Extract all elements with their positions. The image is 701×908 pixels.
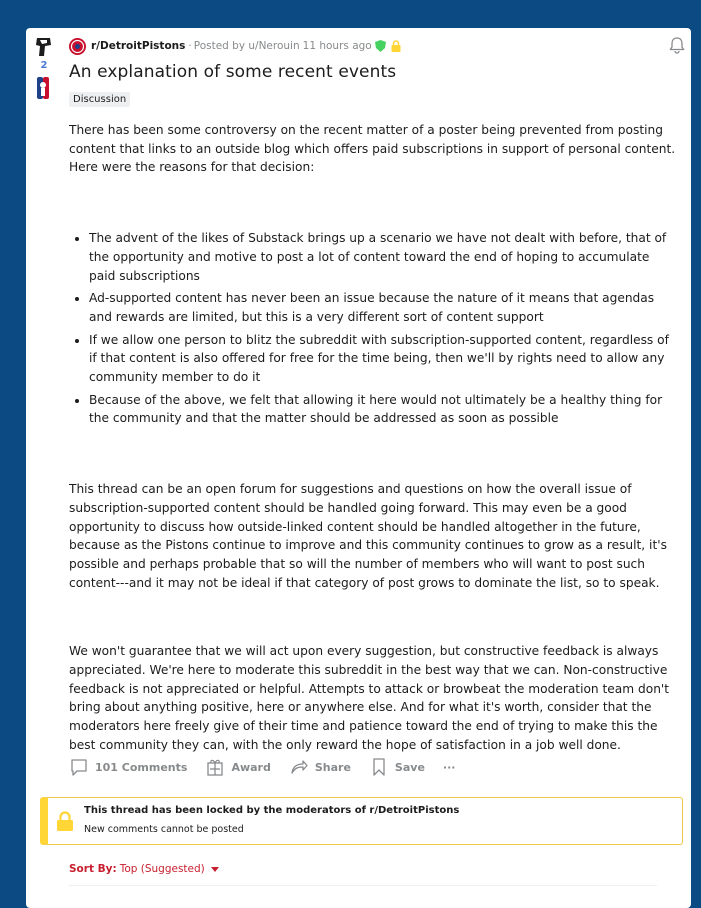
award-icon bbox=[205, 757, 225, 777]
share-button[interactable] bbox=[289, 757, 351, 777]
locked-banner-title: This thread has been locked by the moderators of r/DetroitPistons bbox=[84, 805, 460, 816]
caret-down-icon bbox=[211, 867, 219, 872]
notification-bell-icon[interactable] bbox=[667, 35, 687, 55]
share-icon bbox=[289, 757, 309, 777]
post-title[interactable]: An explanation of some recent events bbox=[69, 62, 397, 82]
more-options-button[interactable] bbox=[443, 761, 456, 774]
bullet-item: • The advent of the likes of Substack brings up a scenario we have not dealt with before, that of the opportunity and motive to post a lot of content toward the end of hoping to accumulate paid subscriptions bbox=[89, 229, 679, 285]
award-label: Award bbox=[231, 760, 271, 774]
body-paragraph: This thread can be an open forum for suggestions and questions on how the overall issue of subscription-supported content should be handled going forward. This may even be a good opportunity to discuss how outside-linked content should be handled altogether in the future, because as the Pistons continue to improve and this community continues to grow as a result, it's possible and perhaps probable that so will the number of members who will want to post such content---and it may not be ideal if that category of post grows to dominate the list, so to speak. bbox=[69, 482, 667, 590]
subreddit-link[interactable]: r/DetroitPistons bbox=[91, 40, 186, 52]
sort-value: Top (Suggested) bbox=[119, 863, 205, 875]
post-body bbox=[69, 121, 679, 755]
bullet-item: • If we allow one person to blitz the subreddit with subscription-supported content, regardless of if that content is also offered for free for the time being, then we'll by rights need to allow any community member to do it bbox=[89, 331, 679, 387]
bullet-item: • Because of the above, we felt that allowing it here would not ultimately be a healthy thing for the community and that the matter should be addressed as soon as possible bbox=[89, 391, 679, 428]
divider bbox=[69, 885, 657, 886]
body-paragraph: There has been some controversy on the recent matter of a poster being prevented from posting content that links to an outside blog which offers paid subscriptions in support of personal content. Here were the reasons for that decision: bbox=[69, 123, 676, 175]
post-meta bbox=[69, 36, 401, 56]
post-actions bbox=[69, 755, 473, 779]
comments-button[interactable] bbox=[69, 757, 187, 777]
posted-by-link[interactable]: Posted by u/Nerouin bbox=[193, 40, 300, 52]
subreddit-avatar-icon[interactable] bbox=[69, 38, 86, 55]
share-label: Share bbox=[314, 760, 351, 774]
locked-banner-subtitle: New comments cannot be posted bbox=[84, 824, 244, 835]
comment-icon bbox=[69, 757, 89, 777]
vote-score: 2 bbox=[40, 60, 48, 71]
bookmark-icon bbox=[369, 757, 389, 777]
lock-icon bbox=[56, 811, 74, 831]
save-label: Save bbox=[394, 760, 425, 774]
lock-icon bbox=[391, 40, 401, 52]
body-paragraph: We won't guarantee that we will act upon every suggestion, but constructive feedback is always appreciated. We're here to moderate this subreddit in the best way that we can. Non-constructive feedback is not appreciated or helpful. Attempts to attack or browbeat the moderation team don't bring about anything positive, here or anywhere else. And for what it's worth, consider that the moderators here freely give of their time and patience toward the end of trying to make this the best community they can, with the only reward the hope of satisfaction in a job well done. bbox=[69, 644, 670, 752]
meta-separator: · bbox=[188, 40, 192, 52]
post-flair[interactable]: Discussion bbox=[69, 92, 130, 107]
comments-label: 101 Comments bbox=[95, 760, 188, 774]
sort-label: Sort By: bbox=[69, 863, 117, 875]
bullet-item: • Ad-supported content has never been an issue because the nature of it means that agendas and rewards are limited, but this is a very different sort of content support bbox=[89, 289, 679, 326]
post-card bbox=[26, 28, 691, 908]
community-vote-icon[interactable] bbox=[35, 36, 53, 58]
save-button[interactable] bbox=[369, 757, 425, 777]
more-options-icon: ··· bbox=[442, 760, 456, 774]
mod-shield-icon bbox=[375, 40, 386, 52]
body-bullet-list bbox=[69, 229, 679, 428]
sort-dropdown[interactable] bbox=[69, 863, 219, 875]
award-button[interactable] bbox=[205, 757, 270, 777]
locked-thread-banner bbox=[40, 797, 683, 845]
nba-logo-icon bbox=[37, 77, 49, 99]
post-time[interactable]: 11 hours ago bbox=[302, 40, 372, 52]
